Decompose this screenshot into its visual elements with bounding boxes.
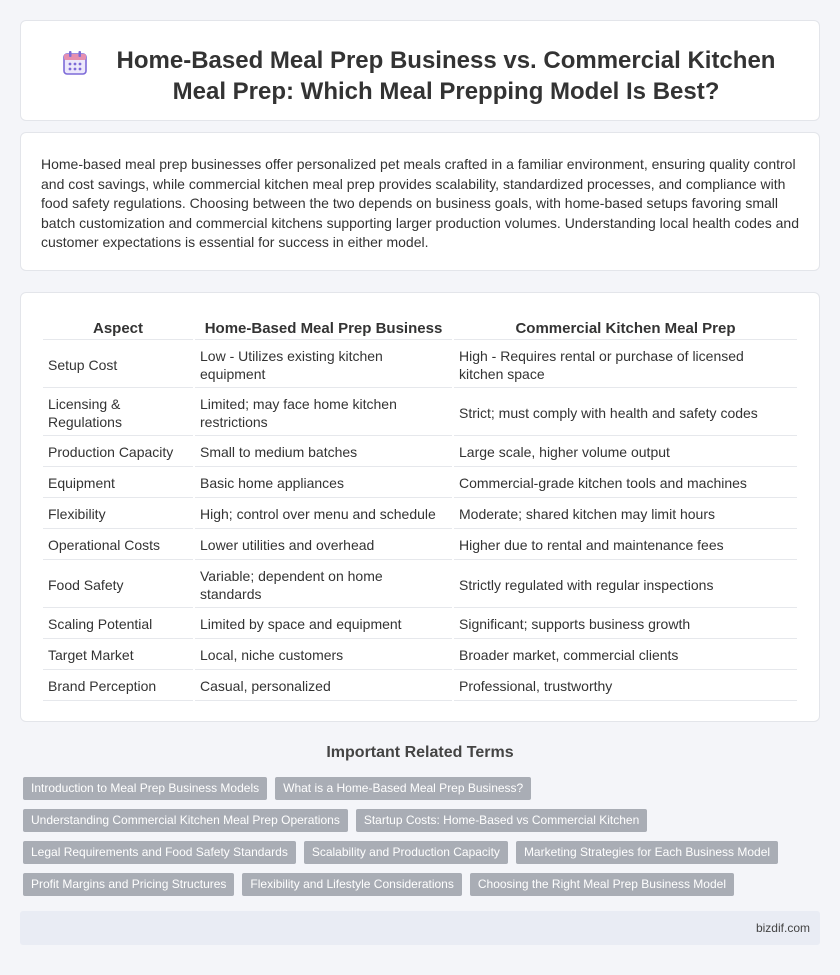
related-terms-heading: Important Related Terms [326,744,514,761]
table-row [43,562,797,608]
home-based-cell: Lower utilities and overhead [195,531,452,560]
table-row [43,469,797,498]
related-term-tag[interactable]: What is a Home-Based Meal Prep Business? [275,777,531,800]
commercial-cell: Moderate; shared kitchen may limit hours [454,500,797,529]
home-based-cell: Limited by space and equipment [195,610,452,639]
page-title: Home-Based Meal Prep Business vs. Commercial Kitchen Meal Prep: Which Meal Prepping Model Is Best? [116,47,776,105]
footer [20,911,820,945]
commercial-cell: Large scale, higher volume output [454,438,797,467]
aspect-cell: Setup Cost [43,342,193,388]
related-terms-list [23,777,813,896]
calendar-icon [61,49,89,77]
home-based-cell: Limited; may face home kitchen restrictions [195,390,452,436]
related-term-tag[interactable]: Flexibility and Lifestyle Considerations [242,873,461,896]
aspect-cell: Food Safety [43,562,193,608]
commercial-cell: High - Requires rental or purchase of licensed kitchen space [454,342,797,388]
commercial-cell: Commercial-grade kitchen tools and machines [454,469,797,498]
table-row [43,342,797,388]
home-based-cell: Basic home appliances [195,469,452,498]
related-term-tag[interactable]: Legal Requirements and Food Safety Standards [23,841,296,864]
related-term-tag[interactable]: Understanding Commercial Kitchen Meal Prep Operations [23,809,348,832]
home-based-cell: High; control over menu and schedule [195,500,452,529]
title-wrap [61,45,789,107]
aspect-cell: Flexibility [43,500,193,529]
home-based-cell: Low - Utilizes existing kitchen equipment [195,342,452,388]
commercial-cell: Higher due to rental and maintenance fees [454,531,797,560]
commercial-cell: Broader market, commercial clients [454,641,797,670]
aspect-cell: Target Market [43,641,193,670]
related-term-tag[interactable]: Introduction to Meal Prep Business Models [23,777,267,800]
title-card [20,20,820,121]
related-term-tag[interactable]: Startup Costs: Home-Based vs Commercial Kitchen [356,809,647,832]
table-header-row [43,318,797,340]
intro-card [20,132,820,271]
table-row [43,672,797,701]
home-based-cell: Casual, personalized [195,672,452,701]
table-row [43,390,797,436]
aspect-cell: Production Capacity [43,438,193,467]
aspect-cell: Equipment [43,469,193,498]
intro-paragraph: Home-based meal prep businesses offer personalized pet meals crafted in a familiar environment, ensuring quality control and cost savings, while commercial kitchen meal prep provides scalability, standardized processes, and compliance with food safety regulations. Choosing between the two depends on business goals, with home-based setups favoring small batch customization and commercial kitchens supporting larger production volumes. Understanding local health codes and customer expectations is essential for success in either model. [41,156,799,250]
aspect-cell: Brand Perception [43,672,193,701]
commercial-cell: Strict; must comply with health and safety codes [454,390,797,436]
aspect-cell: Scaling Potential [43,610,193,639]
table-row [43,531,797,560]
footer-site-name[interactable]: bizdif.com [755,921,810,935]
column-header-commercial: Commercial Kitchen Meal Prep [454,318,797,340]
table-row [43,500,797,529]
comparison-table-card [20,292,820,722]
related-term-tag[interactable]: Choosing the Right Meal Prep Business Model [470,873,734,896]
related-term-tag[interactable]: Profit Margins and Pricing Structures [23,873,234,896]
commercial-cell: Significant; supports business growth [454,610,797,639]
home-based-cell: Local, niche customers [195,641,452,670]
aspect-cell: Operational Costs [43,531,193,560]
column-header-home-based: Home-Based Meal Prep Business [195,318,452,340]
aspect-cell: Licensing & Regulations [43,390,193,436]
related-term-tag[interactable]: Marketing Strategies for Each Business Model [516,841,778,864]
column-header-aspect: Aspect [43,318,193,340]
commercial-cell: Professional, trustworthy [454,672,797,701]
home-based-cell: Variable; dependent on home standards [195,562,452,608]
table-row [43,610,797,639]
comparison-table [41,316,799,703]
related-term-tag[interactable]: Scalability and Production Capacity [304,841,508,864]
table-row [43,438,797,467]
commercial-cell: Strictly regulated with regular inspections [454,562,797,608]
home-based-cell: Small to medium batches [195,438,452,467]
table-row [43,641,797,670]
